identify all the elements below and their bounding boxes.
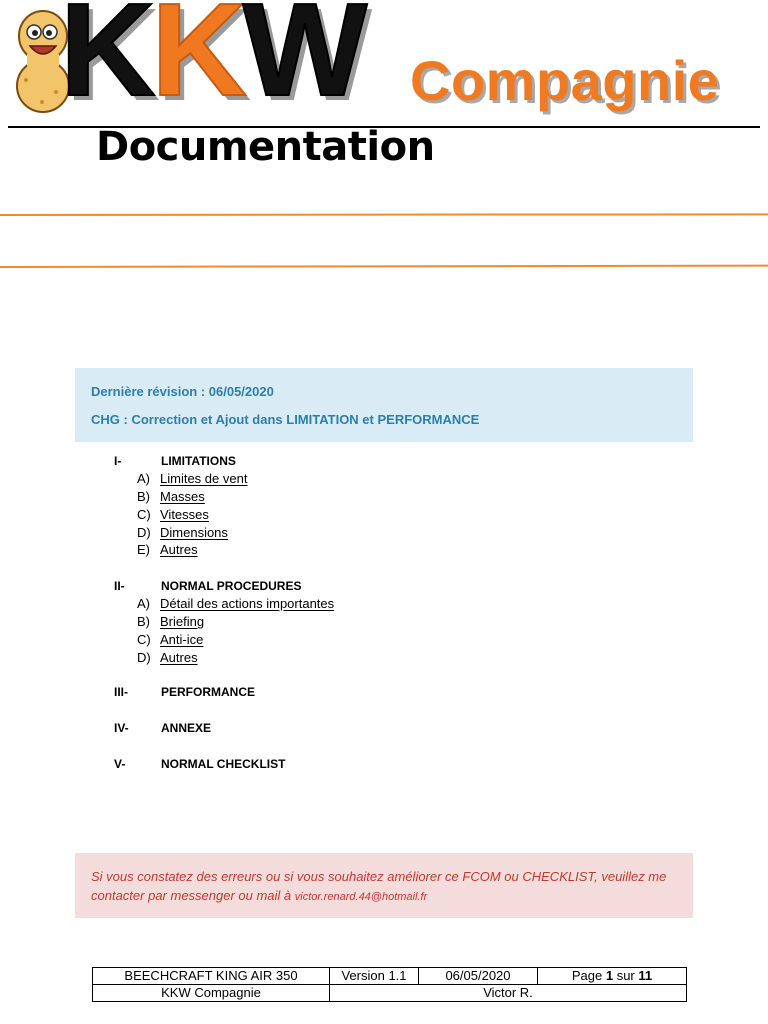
footer-version: Version 1.1 bbox=[330, 968, 419, 985]
toc-section-number: II- bbox=[114, 579, 125, 593]
logo-letter-w: W bbox=[242, 0, 364, 123]
toc-section-normal-procedures: NORMAL PROCEDURES bbox=[161, 579, 302, 593]
toc-section-number: IV- bbox=[114, 721, 129, 735]
toc-section-annexe: ANNEXE bbox=[161, 721, 212, 735]
toc-item-letter: A) bbox=[137, 471, 150, 486]
footer-page-total: 11 bbox=[638, 968, 653, 983]
toc-item-letter: D) bbox=[137, 650, 151, 665]
toc-section-number: I- bbox=[114, 454, 122, 468]
revision-change-note: CHG : Correction et Ajout dans LIMITATION et PERFORMANCE bbox=[91, 412, 480, 427]
logo-letter-k2: K bbox=[151, 0, 243, 123]
toc-item-letter: C) bbox=[137, 632, 151, 647]
toc-item-letter: B) bbox=[137, 614, 150, 629]
toc-link-autres[interactable]: Autres bbox=[160, 542, 198, 557]
brand-logo-kkw bbox=[60, 0, 364, 123]
toc-link-vitesses[interactable]: Vitesses bbox=[160, 507, 209, 522]
document-title: Documentation bbox=[96, 124, 435, 170]
toc-link-masses[interactable]: Masses bbox=[160, 489, 205, 504]
toc-item-letter: C) bbox=[137, 507, 151, 522]
toc-section-number: V- bbox=[114, 757, 126, 771]
toc-link-anti-ice[interactable]: Anti-ice bbox=[160, 632, 204, 647]
toc-link-dimensions[interactable]: Dimensions bbox=[160, 525, 228, 540]
page-footer-table bbox=[92, 967, 687, 1002]
toc-link-autres-procedures[interactable]: Autres bbox=[160, 650, 198, 665]
orange-divider-top bbox=[0, 213, 768, 215]
toc-section-normal-checklist: NORMAL CHECKLIST bbox=[161, 757, 286, 771]
footer-page-current: 1 bbox=[605, 968, 614, 983]
feedback-notice-panel bbox=[75, 853, 693, 918]
footer-page-middle: sur bbox=[613, 968, 639, 983]
logo-letter-k1: K bbox=[60, 0, 152, 123]
feedback-notice-text: Si vous constatez des erreurs ou si vous souhaitez améliorer ce FCOM ou CHECKLIST, veuillez me contacter par messenger ou mail à bbox=[91, 869, 667, 903]
toc-item-letter: A) bbox=[137, 596, 150, 611]
footer-date: 06/05/2020 bbox=[419, 968, 538, 985]
footer-company: KKW Compagnie bbox=[93, 985, 330, 1002]
feedback-notice bbox=[91, 867, 683, 907]
footer-author: Victor R. bbox=[330, 985, 687, 1002]
revision-date: Dernière révision : 06/05/2020 bbox=[91, 384, 274, 399]
footer-page-number bbox=[538, 968, 687, 985]
toc-item-letter: D) bbox=[137, 525, 151, 540]
orange-divider-bottom bbox=[0, 265, 768, 268]
toc-link-detail-actions[interactable]: Détail des actions importantes bbox=[160, 596, 335, 611]
footer-aircraft: BEECHCRAFT KING AIR 350 bbox=[93, 968, 330, 985]
toc-item-letter: E) bbox=[137, 542, 150, 557]
contact-email: victor.renard.44@hotmail.fr bbox=[294, 891, 428, 903]
toc-section-limitations: LIMITATIONS bbox=[161, 454, 236, 468]
toc-item-letter: B) bbox=[137, 489, 150, 504]
brand-logo-compagnie: Compagnie bbox=[410, 49, 720, 112]
toc-link-limites-de-vent[interactable]: Limites de vent bbox=[160, 471, 248, 486]
footer-page-prefix: Page bbox=[571, 968, 606, 983]
revision-panel bbox=[75, 368, 693, 442]
toc-section-performance: PERFORMANCE bbox=[161, 685, 256, 699]
toc-section-number: III- bbox=[114, 685, 128, 699]
toc-link-briefing[interactable]: Briefing bbox=[160, 614, 205, 629]
